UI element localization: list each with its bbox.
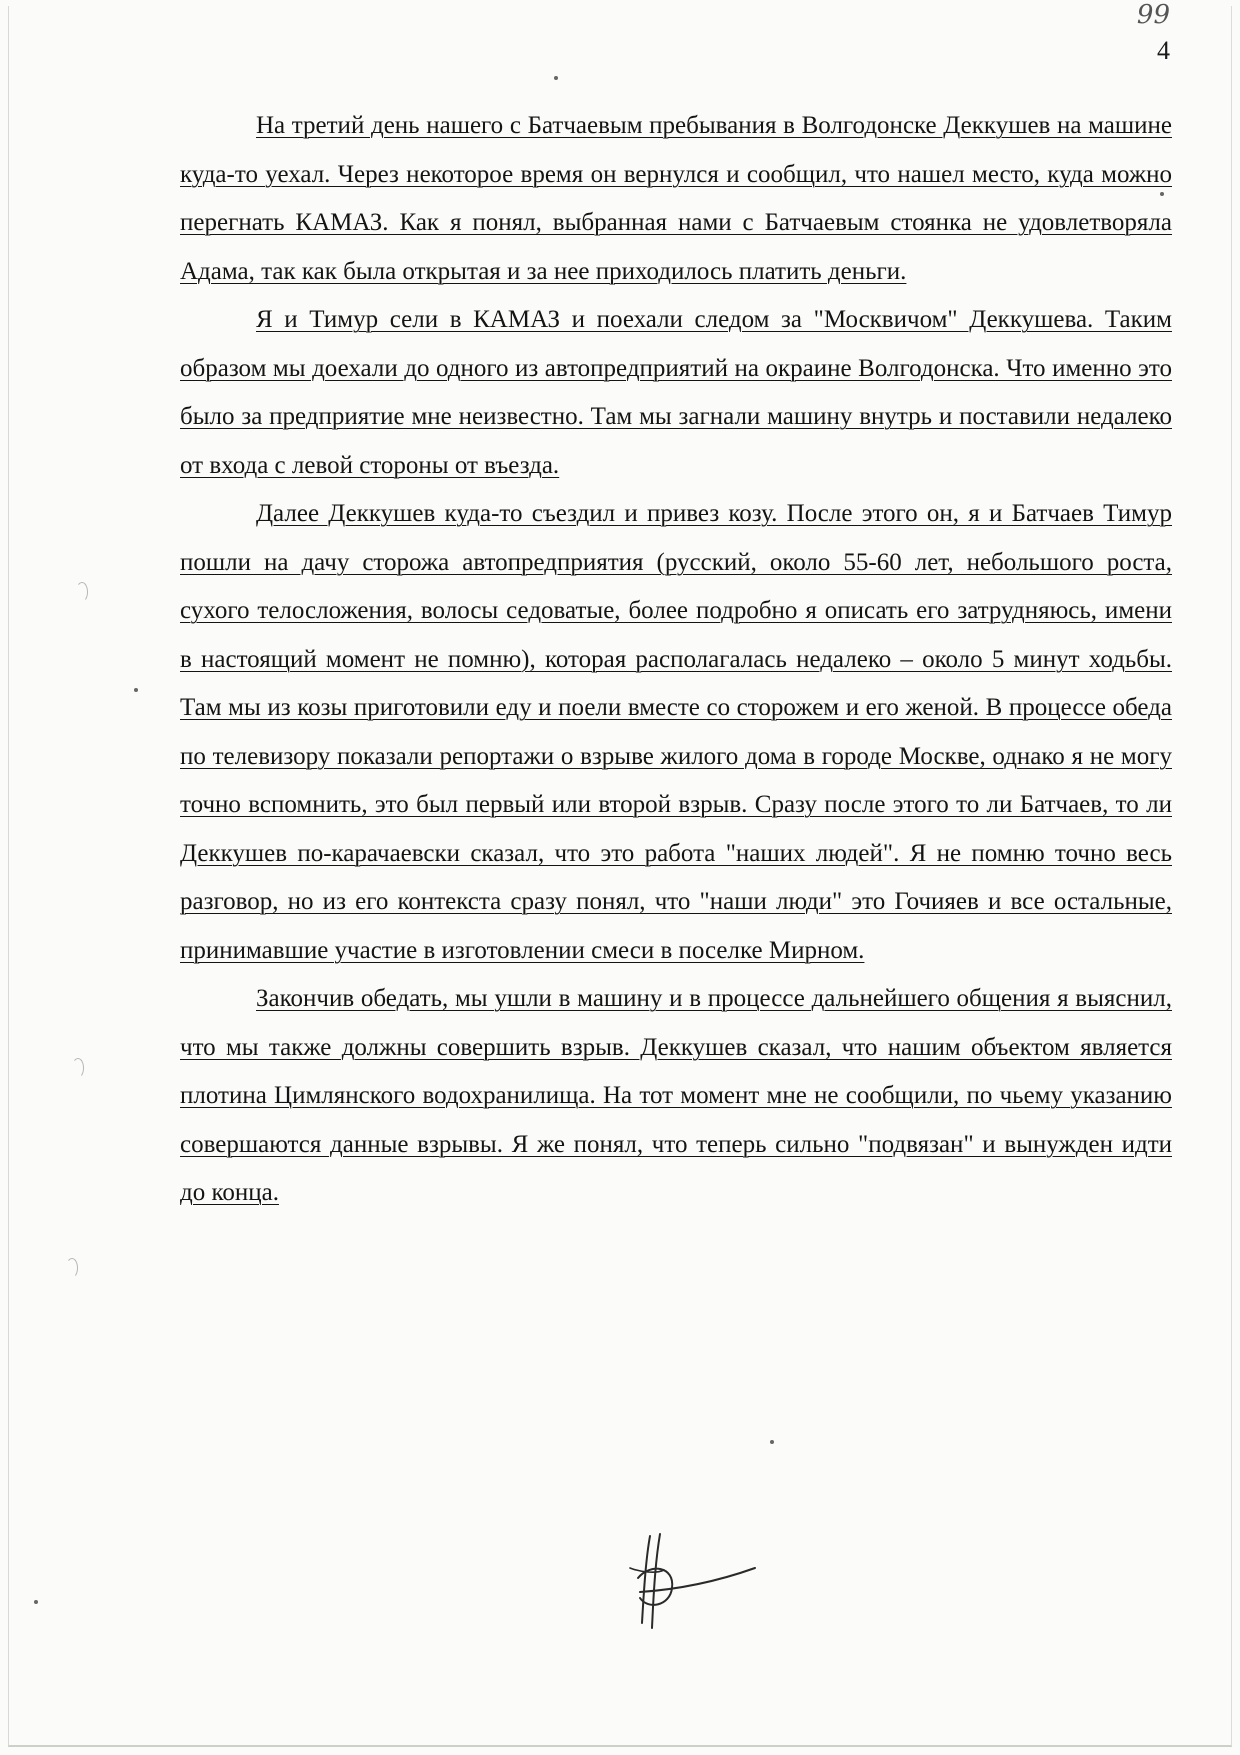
scan-dot bbox=[554, 76, 558, 80]
handwritten-sheet-number: 99 bbox=[1136, 0, 1170, 30]
scan-dot bbox=[770, 1440, 774, 1444]
paragraph-4 bbox=[180, 975, 1172, 1218]
scan-mark bbox=[76, 582, 88, 602]
scan-mark bbox=[72, 1058, 84, 1078]
paragraph-2-text: Я и Тимур сели в КАМАЗ и поехали следом за "Москвичом" Деккушева. Таким образом мы доехали до одного из автопредприятий на окраине Волгодонска. Что именно это было за предприятие мне неизвестно. Там мы загнали машину внутрь и поставили недалеко от входа с левой стороны от въезда. bbox=[180, 306, 1172, 479]
scan-mark bbox=[66, 1258, 78, 1278]
paragraph-4-text: Закончив обедать, мы ушли в машину и в процессе дальнейшего общения я выяснил, что мы также должны совершить взрыв. Деккушев сказал, что нашим объектом является плотина Цимлянского водохранилища. На тот момент мне не сообщили, по чьему указанию совершаются данные взрывы. Я же понял, что теперь сильно "подвязан" и вынужден идти до конца. bbox=[180, 985, 1172, 1206]
paragraph-3 bbox=[180, 490, 1172, 975]
paragraph-1 bbox=[180, 102, 1172, 296]
page-number: 4 bbox=[1157, 36, 1170, 65]
paragraph-1-text: На третий день нашего с Батчаевым пребывания в Волгодонске Деккушев на машине куда-то уехал. Через некоторое время он вернулся и сообщил, что нашел место, куда можно перегнать КАМАЗ. Как я понял, выбранная нами с Батчаевым стоянка не удовлетворяла Адама, так как была открытая и за нее приходилось платить деньги. bbox=[180, 112, 1172, 285]
signature bbox=[620, 1528, 760, 1638]
scan-dot bbox=[34, 1600, 38, 1604]
scan-dot bbox=[1160, 192, 1164, 196]
document-body bbox=[180, 102, 1172, 1218]
paragraph-2 bbox=[180, 296, 1172, 490]
paragraph-3-text: Далее Деккушев куда-то съездил и привез козу. После этого он, я и Батчаев Тимур пошли на дачу сторожа автопредприятия (русский, около 55-60 лет, небольшого роста, сухого телосложения, волосы седоватые, более подробно я описать его затрудняюсь, имени в настоящий момент не помню), которая располагалась недалеко – около 5 минут ходьбы. Там мы из козы приготовили еду и поели вместе со сторожем и его женой. В процессе обеда по телевизору показали репортажи о взрыве жилого дома в городе Москве, однако я не могу точно вспомнить, это был первый или второй взрыв. Сразу после этого то ли Батчаев, то ли Деккушев по-карачаевски сказал, что это работа "наших людей". Я не помню точно весь разговор, но из его контекста сразу понял, что "наши люди" это Гочияев и все остальные, принимавшие участие в изготовлении смеси в поселке Мирном. bbox=[180, 500, 1172, 964]
scan-dot bbox=[134, 688, 138, 692]
